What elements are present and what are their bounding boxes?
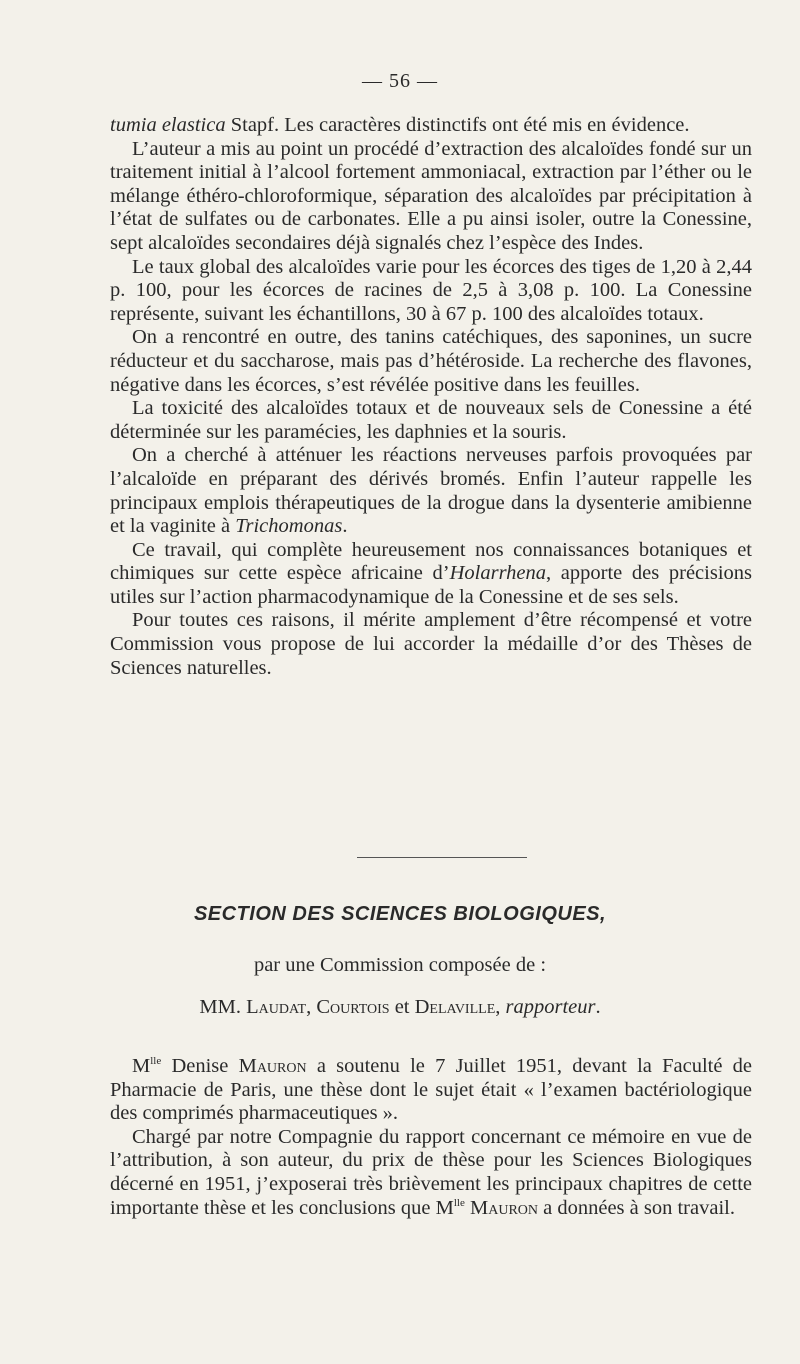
paragraph <box>110 114 752 138</box>
genus-name: Trichomonas <box>235 515 343 538</box>
separator: . <box>595 996 601 1018</box>
paragraph-text: Ce travail, qui complète heureusement nos connaissances botaniques et chimiques sur cette espèce africaine d’ <box>110 538 752 585</box>
paragraph: La toxicité des alcaloïdes totaux et de nouveaux sels de Conessine a été déterminée sur les paramécies, les daphnies et la souris. <box>110 397 752 443</box>
commission-members <box>0 996 800 1019</box>
page-number: — 56 — <box>362 70 438 92</box>
separator: , <box>495 996 506 1018</box>
paragraph <box>110 1126 752 1220</box>
report-body <box>110 114 752 680</box>
paragraph-text: a données à son travail. <box>538 1196 735 1219</box>
paragraph: Le taux global des alcaloïdes varie pour les écorces des tiges de 1,20 à 2,44 p. 100, pour les écorces de racines de 2,5 à 3,08 p. 100. La Conessine représente, suivant les échantillons, 30 à 67 p. 100 des alcaloïdes totaux. <box>110 255 752 325</box>
paragraph <box>110 539 752 610</box>
members-prefix: MM. <box>199 996 241 1018</box>
paragraph <box>110 1055 752 1126</box>
paragraph: L’auteur a mis au point un procédé d’extraction des alcaloïdes fondé sur un traitement initial à l’alcool fortement ammoniacal, extraction par l’éther ou le mélange éthéro-chloroformique, séparation des alcaloïdes par précipitation à l’état de sulfates ou de carbonates. Elle a pu ainsi isoler, outre la Conessine, sept alcaloïdes secondaires déjà signalés chez l’espèce des Indes. <box>110 137 752 254</box>
paragraph: On a rencontré en outre, des tanins catéchiques, des saponines, un sucre réducteur et du saccharose, mais pas d’hétéroside. La recherche des flavones, négative dans les écorces, s’est révélée positive dans les feuilles. <box>110 326 752 396</box>
title-superscript: lle <box>150 1055 162 1068</box>
species-name: tumia elastica <box>110 114 226 136</box>
paragraph-text: Chargé par notre Compagnie du rapport concernant ce mémoire en vue de l’attribution, à son auteur, du prix de thèse pour les Sciences Biologiques décerné en 1951, j’exposerai très brièvement les principaux chapitres de cette importante thèse et les conclusions que <box>110 1125 752 1219</box>
paragraph-text: , apporte des précisions utiles sur l’action pharmacodynamique de la Conessine et de ses sels. <box>110 562 752 608</box>
section-divider <box>357 857 527 858</box>
rapporteur-role: rapporteur <box>505 996 596 1018</box>
author-name: Mauron <box>470 1196 539 1219</box>
section-title: SECTION DES SCIENCES BIOLOGIQUES, <box>193 903 607 925</box>
title-superscript: lle <box>453 1196 465 1209</box>
title-abbrev: M <box>132 1055 151 1077</box>
title-abbrev: M <box>435 1196 454 1219</box>
commission-line: par une Commission composée de : <box>253 954 547 976</box>
paragraph-text: Stapf. Les caractères distinctifs ont été mis en évidence. <box>225 114 690 136</box>
paragraph-text: Denise <box>161 1055 239 1077</box>
author-name: Mauron <box>238 1055 307 1077</box>
paragraph-text: On a cherché à atténuer les réactions nerveuses parfois provoquées par l’alcaloïde en préparant des dérivés bromés. Enfin l’auteur rappelle les principaux emplois thérapeutiques de la drogue dans la dysenterie amibienne et la vaginite à <box>110 444 752 538</box>
genus-name: Holarrhena <box>449 562 547 585</box>
paragraph-text: . <box>342 515 348 538</box>
member-name: Laudat <box>246 996 307 1018</box>
separator: et <box>389 996 415 1018</box>
member-name: Courtois <box>316 996 390 1018</box>
paragraph: Pour toutes ces raisons, il mérite amplement d’être récompensé et votre Commission vous propose de lui accorder la médaille d’or des Thèses de Sciences naturelles. <box>110 609 752 679</box>
separator: , <box>306 996 317 1018</box>
member-name: Delaville <box>414 996 496 1018</box>
paragraph <box>110 444 752 538</box>
section-body <box>110 1055 752 1220</box>
paragraph-text: a soutenu le 7 Juillet 1951, devant la Faculté de Pharmacie de Paris, une thèse dont le sujet était « l’examen bactériologique des comprimés pharmaceutiques ». <box>110 1055 752 1125</box>
